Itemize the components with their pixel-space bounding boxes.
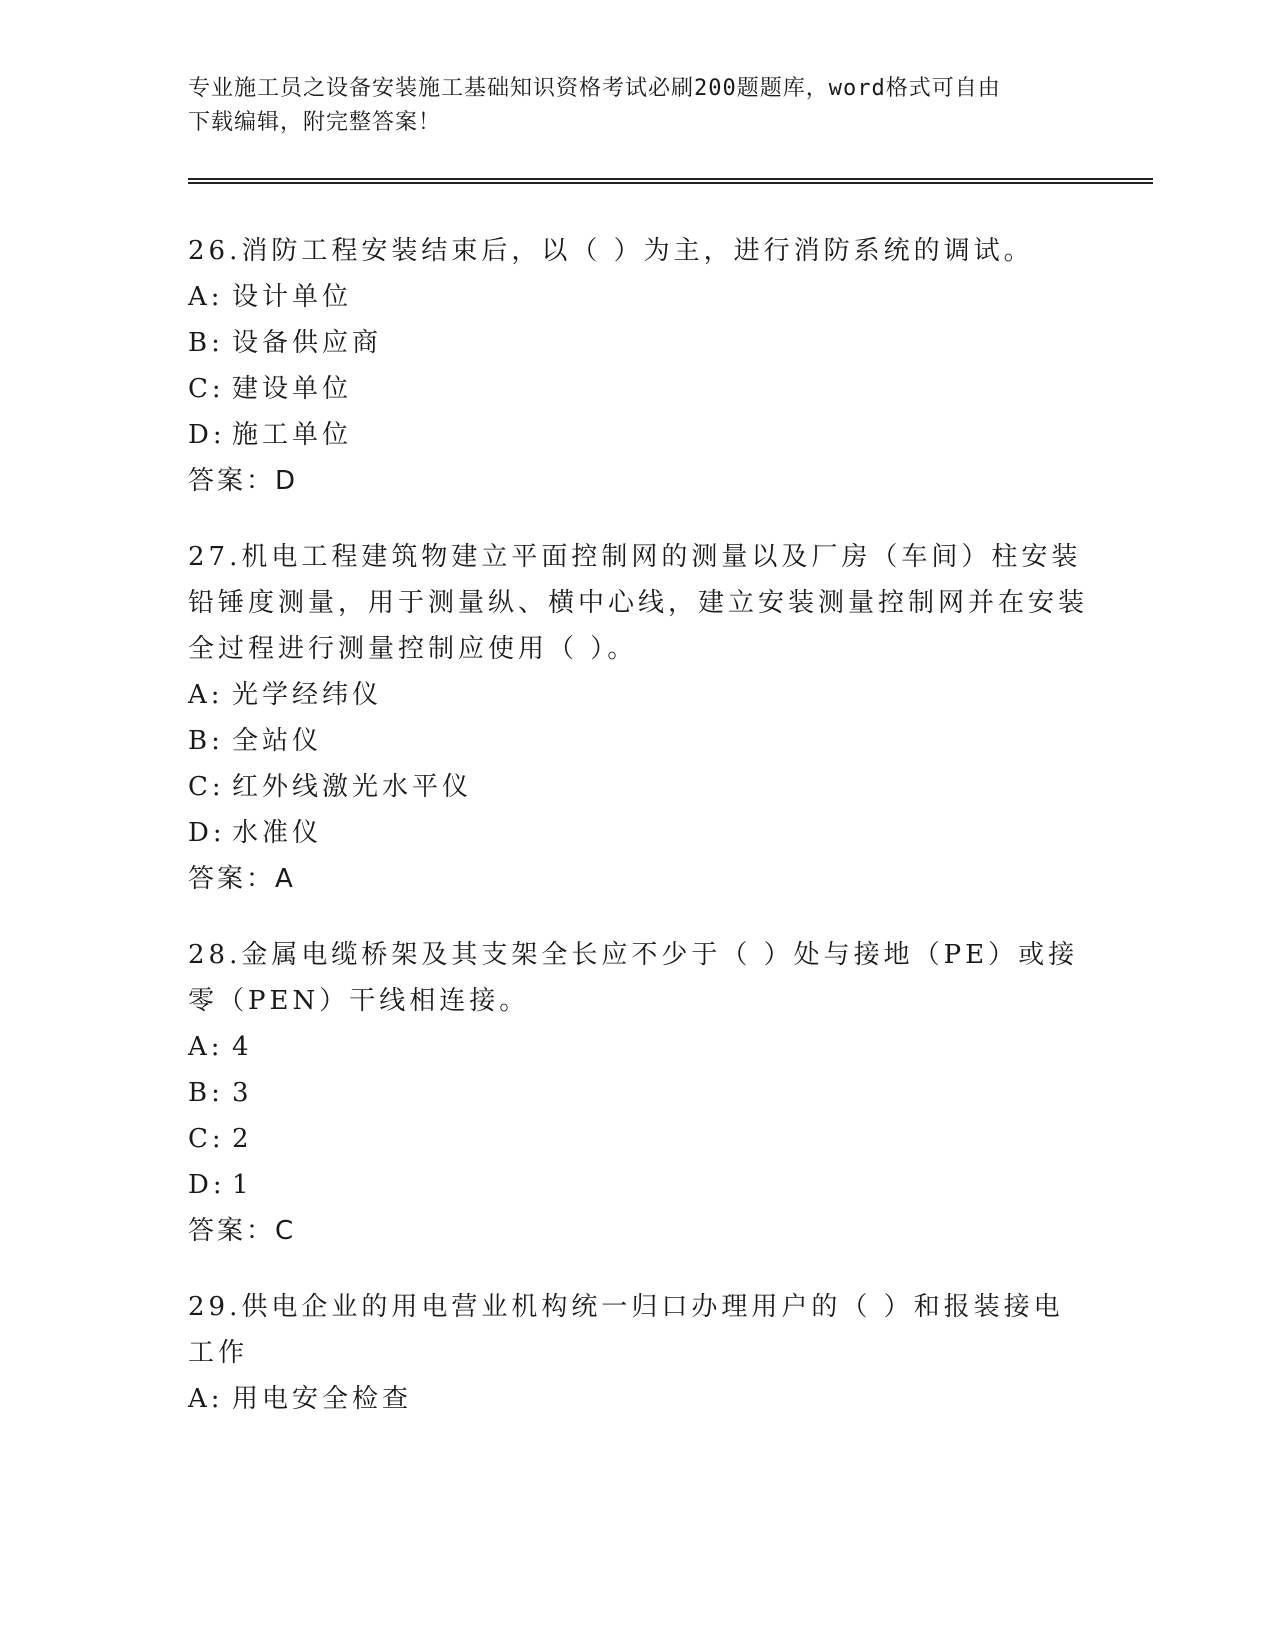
option-text: 光学经纬仪 <box>232 680 383 710</box>
question-stem: 29.供电企业的用电营业机构统一归口办理用户的（ ）和报装接电工作 <box>188 1292 1064 1368</box>
option-text: 红外线激光水平仪 <box>232 772 473 802</box>
question-26 <box>188 228 1088 504</box>
question-27 <box>188 534 1088 902</box>
option-key: D: <box>188 1170 226 1200</box>
option-key: C: <box>188 1124 225 1154</box>
option-text: 水准仪 <box>232 818 323 848</box>
option-key: C: <box>188 374 225 404</box>
option-text: 设备供应商 <box>232 328 383 358</box>
option-c <box>188 1116 1088 1162</box>
header-line-1: 专业施工员之设备安装施工基础知识资格考试必刷200题题库，word格式可自由 <box>188 76 1001 101</box>
option-b <box>188 1070 1088 1116</box>
option-text: 4 <box>232 1032 253 1062</box>
header-divider <box>188 178 1153 184</box>
option-key: D: <box>188 818 226 848</box>
option-text: 1 <box>232 1170 253 1200</box>
option-d <box>188 1162 1088 1208</box>
option-key: A: <box>188 680 224 710</box>
option-text: 2 <box>232 1124 253 1154</box>
option-text: 施工单位 <box>232 420 353 450</box>
option-c <box>188 366 1088 412</box>
option-key: C: <box>188 772 225 802</box>
answer-line: 答案：D <box>188 466 299 496</box>
option-key: B: <box>188 726 224 756</box>
question-list <box>188 228 1088 1452</box>
option-b <box>188 718 1088 764</box>
question-29 <box>188 1284 1088 1422</box>
option-text: 设计单位 <box>232 282 353 312</box>
option-key: D: <box>188 420 226 450</box>
option-key: A: <box>188 282 224 312</box>
option-d <box>188 810 1088 856</box>
option-text: 3 <box>232 1078 253 1108</box>
question-28 <box>188 932 1088 1254</box>
document-header <box>188 72 1088 140</box>
option-a <box>188 672 1088 718</box>
question-stem: 28.金属电缆桥架及其支架全长应不少于（ ）处与接地（PE）或接零（PEN）干线相连接。 <box>188 940 1079 1016</box>
option-text: 建设单位 <box>232 374 353 404</box>
option-a <box>188 274 1088 320</box>
option-d <box>188 412 1088 458</box>
question-stem: 26.消防工程安装结束后，以（ ）为主，进行消防系统的调试。 <box>188 236 1034 266</box>
option-key: A: <box>188 1032 224 1062</box>
option-b <box>188 320 1088 366</box>
answer-line: 答案：C <box>188 1216 297 1246</box>
answer-line: 答案：A <box>188 864 296 894</box>
option-text: 用电安全检查 <box>232 1384 413 1414</box>
option-a <box>188 1376 1088 1422</box>
question-stem: 27.机电工程建筑物建立平面控制网的测量以及厂房（车间）柱安装铅锤度测量，用于测量纵、横中心线，建立安装测量控制网并在安装全过程进行测量控制应使用（ ）。 <box>188 542 1089 664</box>
option-key: B: <box>188 328 224 358</box>
option-key: A: <box>188 1384 224 1414</box>
option-key: B: <box>188 1078 224 1108</box>
header-line-2: 下载编辑，附完整答案！ <box>188 110 442 135</box>
option-c <box>188 764 1088 810</box>
option-a <box>188 1024 1088 1070</box>
option-text: 全站仪 <box>232 726 323 756</box>
